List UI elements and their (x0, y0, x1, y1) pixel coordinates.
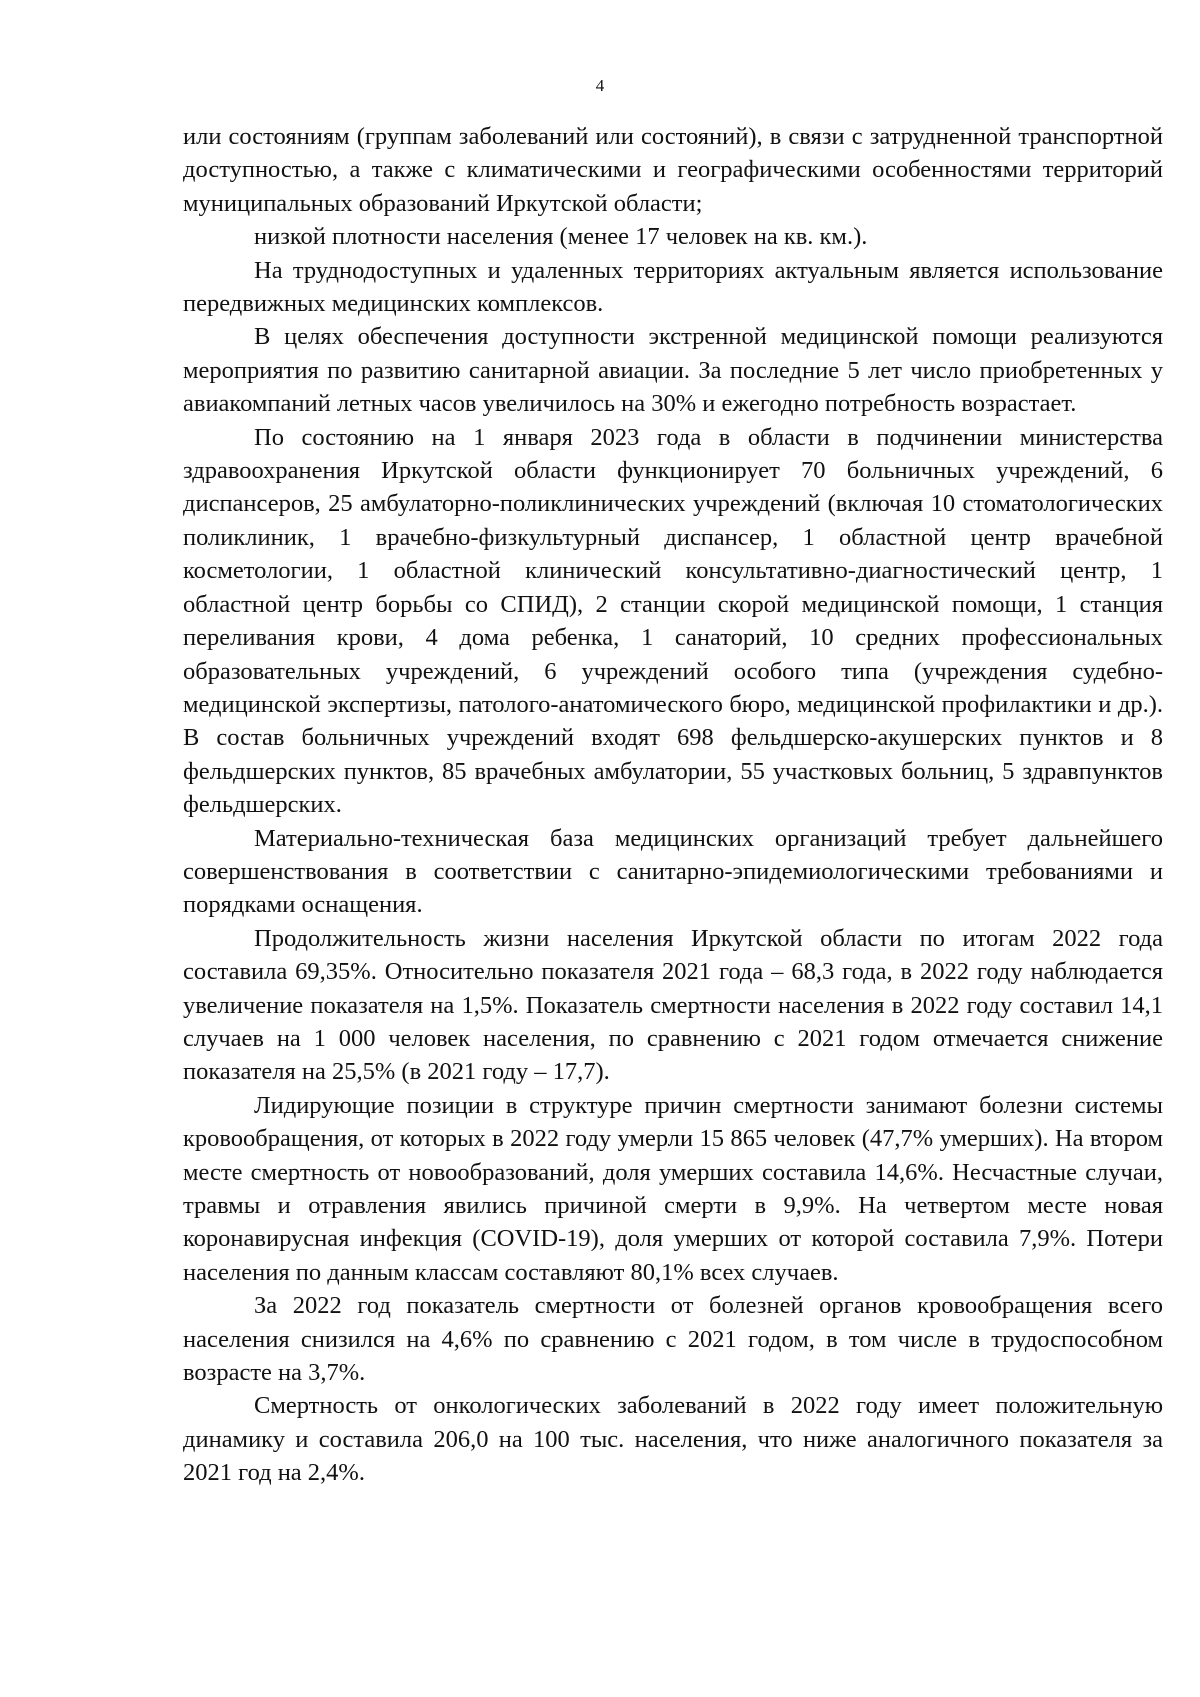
paragraph-life-expectancy: Продолжительность жизни населения Иркутской области по итогам 2022 года составила 69,35%. Относительно показателя 2021 года – 68,3 года, в 2022 году наблюдается увеличение показателя на 1,5%. Показатель смертности населения в 2022 году составил 14,1 случаев на 1 000 человек населения, по сравнению с 2021 годом отмечается снижение показателя на 25,5% (в 2021 году – 17,7). (183, 924, 1163, 1086)
paragraph-sanitary-aviation: В целях обеспечения доступности экстренной медицинской помощи реализуются мероприятия по развитию санитарной авиации. За последние 5 лет число приобретенных у авиакомпаний летных часов увеличилось на 30% и ежегодно потребность возрастает. (183, 323, 1163, 418)
paragraph-population-density: низкой плотности населения (менее 17 человек на кв. км.). (254, 223, 868, 251)
document-body (183, 120, 1163, 1490)
paragraph-mobile-complexes: На труднодоступных и удаленных территориях актуальным является использование передвижных медицинских комплексов. (183, 256, 1163, 318)
paragraph-mortality-causes: Лидирующие позиции в структуре причин смертности занимают болезни системы кровообращения, от которых в 2022 году умерли 15 865 человек (47,7% умерших). На втором месте смертность от новообразований, доля умерших составила 14,6%. Несчастные случаи, травмы и отравления явились причиной смерти в 9,9%. На четвертом месте новая коронавирусная инфекция (COVID-19), доля умерших от которой составила 7,9%. Потери населения по данным классам составляют 80,1% всех случаев. (183, 1091, 1163, 1286)
paragraph-circulatory-mortality: За 2022 год показатель смертности от болезней органов кровообращения всего населения снизился на 4,6% по сравнению с 2021 годом, в том числе в трудоспособном возрасте на 3,7%. (183, 1292, 1163, 1387)
paragraph-continuation: или состояниям (группам заболеваний или состояний), в связи с затрудненной транспортной доступностью, а также с климатическими и географическими особенностями территорий муниципальных образований Иркутской области; (183, 123, 1163, 217)
paragraph-oncology-mortality: Смертность от онкологических заболеваний в 2022 году имеет положительную динамику и составила 206,0 на 100 тыс. населения, что ниже аналогичного показателя за 2021 год на 2,4%. (183, 1392, 1163, 1487)
paragraph-institutions: По состоянию на 1 января 2023 года в области в подчинении министерства здравоохранения Иркутской области функционирует 70 больничных учреждений, 6 диспансеров, 25 амбулаторно-поликлинических учреждений (включая 10 стоматологических поликлиник, 1 врачебно-физкультурный диспансер, 1 областной центр врачебной косметологии, 1 областной клинический консультативно-диагностический центр, 1 областной центр борьбы со СПИД), 2 станции скорой медицинской помощи, 1 станция переливания крови, 4 дома ребенка, 1 санаторий, 10 средних профессиональных образовательных учреждений, 6 учреждений особого типа (учреждения судебно-медицинской экспертизы, патолого-анатомического бюро, медицинской профилактики и др.). В состав больничных учреждений входят 698 фельдшерско-акушерских пунктов и 8 фельдшерских пунктов, 85 врачебных амбулатории, 55 участковых больниц, 5 здравпунктов фельдшерских. (183, 423, 1163, 819)
paragraph-material-base: Материально-техническая база медицинских организаций требует дальнейшего совершенствования в соответствии с санитарно-эпидемиологическими требованиями и порядками оснащения. (183, 824, 1163, 919)
page-number: 4 (595, 76, 605, 95)
